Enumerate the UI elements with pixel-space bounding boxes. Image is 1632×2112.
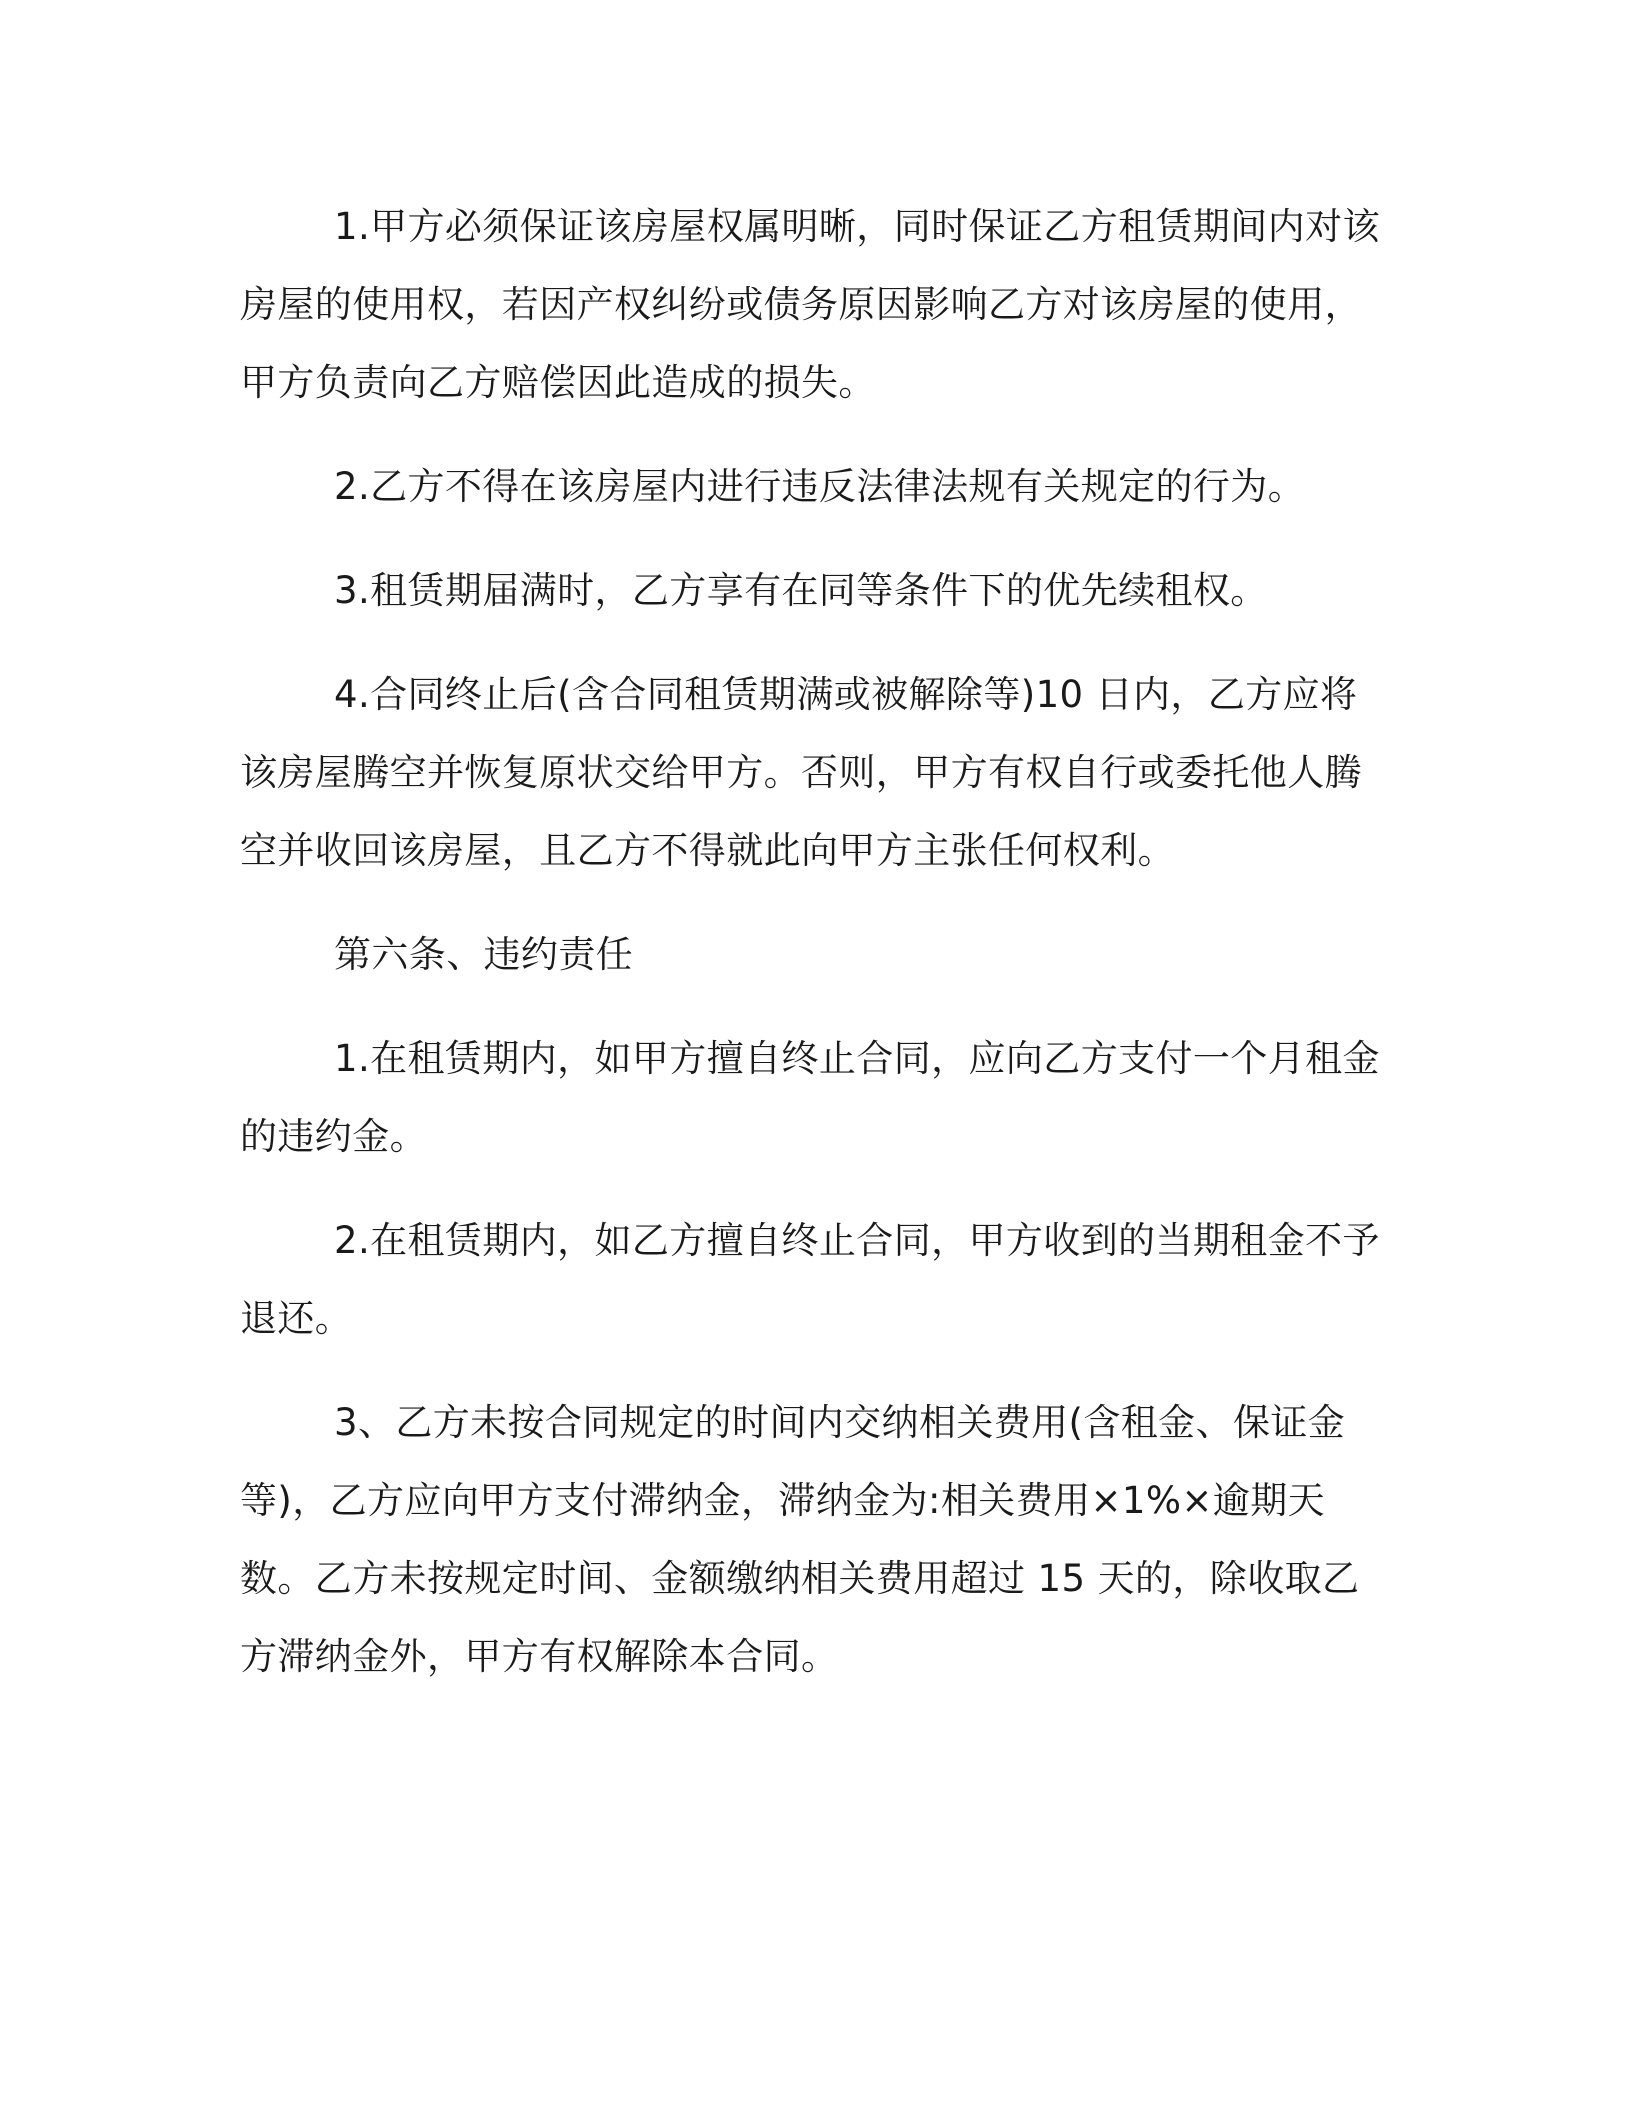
clause-paragraph-2: 2.乙方不得在该房屋内进行违反法律法规有关规定的行为。: [334, 465, 1306, 508]
clause-paragraph-4: 4.合同终止后(含合同租赁期满或被解除等)10 日内，乙方应将该房屋腾空并恢复原状交给甲方。否则，甲方有权自行或委托他人腾空并收回该房屋，且乙方不得就此向甲方主张任何权利。: [240, 673, 1362, 872]
clause-paragraph-3: 3.租赁期届满时，乙方享有在同等条件下的优先续租权。: [334, 569, 1268, 612]
clause-paragraph-1: 1.甲方必须保证该房屋权属明晰，同时保证乙方租赁期间内对该房屋的使用权，若因产权纠纷或债务原因影响乙方对该房屋的使用，甲方负责向乙方赔偿因此造成的损失。: [240, 205, 1380, 404]
section-heading: 第六条、违约责任: [334, 933, 634, 976]
liability-paragraph-3: 3、乙方未按合同规定的时间内交纳相关费用(含租金、保证金等)，乙方应向甲方支付滞纳金，滞纳金为:相关费用×1%×逾期天数。乙方未按规定时间、金额缴纳相关费用超过 15 天的，除收取乙方滞纳金外，甲方有权解除本合同。: [240, 1401, 1360, 1678]
liability-paragraph-1: 1.在租赁期内，如甲方擅自终止合同，应向乙方支付一个月租金的违约金。: [240, 1037, 1380, 1158]
document-body: [240, 188, 1380, 1722]
liability-paragraph-2: 2.在租赁期内，如乙方擅自终止合同，甲方收到的当期租金不予退还。: [240, 1219, 1380, 1340]
